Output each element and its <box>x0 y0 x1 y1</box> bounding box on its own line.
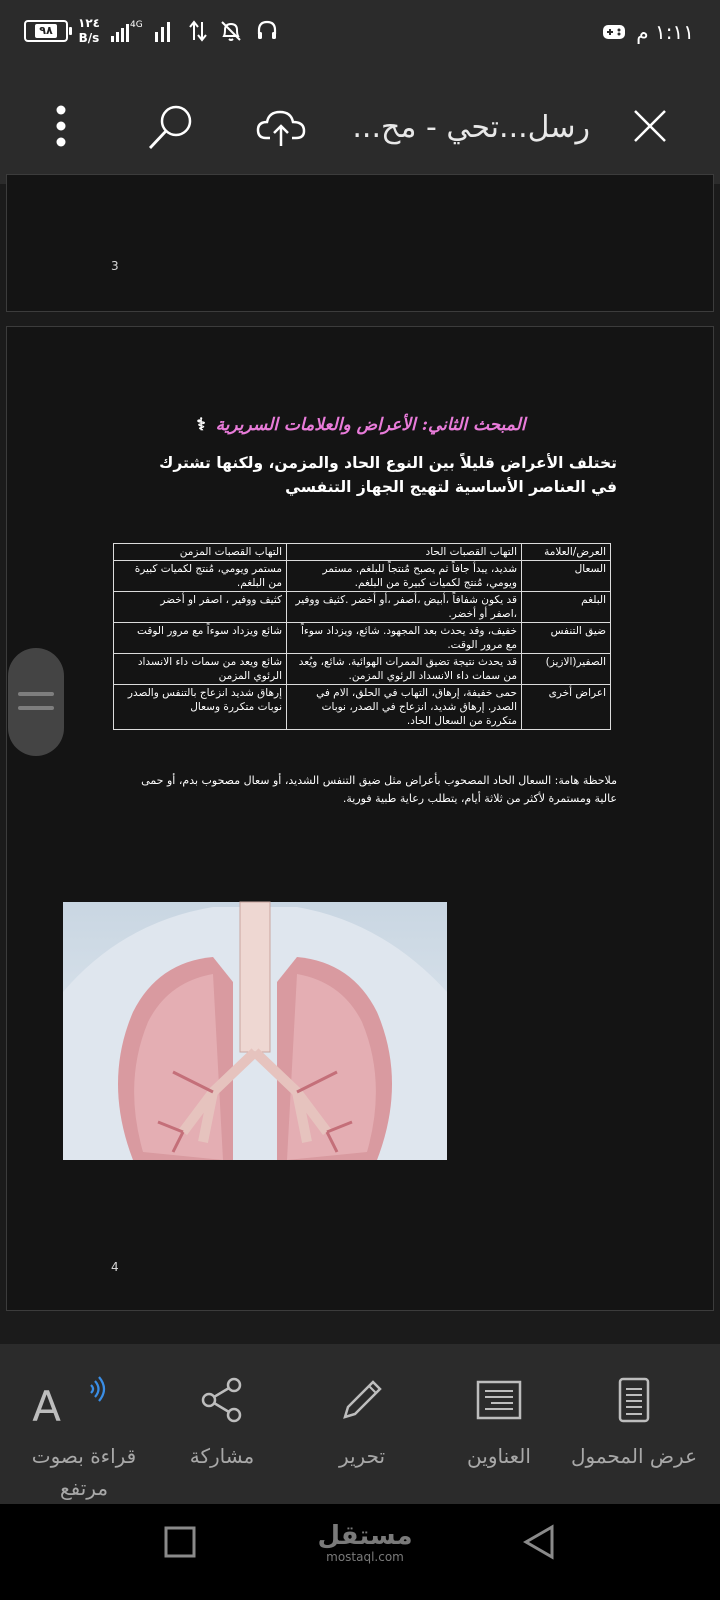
lungs-image <box>63 902 447 1160</box>
more-options-button[interactable] <box>44 102 78 154</box>
clock: ١:١١ م <box>636 20 694 44</box>
share-icon <box>200 1377 244 1423</box>
header-symptom: العرض/العلامة <box>522 544 611 561</box>
pencil-icon <box>339 1377 385 1423</box>
table-cell: قد يكون شفافاً ،أبيض ،أصفر ،أو أخضر .كثيف ووفير ،اصفر أو أخضر. <box>287 592 522 623</box>
speed-value: ١٢٤ <box>78 16 100 30</box>
back-button[interactable] <box>522 1524 556 1564</box>
cloud-upload-icon <box>256 106 308 148</box>
mobile-view-button[interactable] <box>564 1372 704 1472</box>
document-viewport[interactable] <box>0 184 720 1344</box>
edit-label: تحرير <box>338 1444 386 1468</box>
svg-text:A: A <box>32 1382 61 1431</box>
close-icon <box>632 108 668 144</box>
table-cell: البلغم <box>522 592 611 623</box>
important-note: ملاحظة هامة: السعال الحاد المصحوب بأعراض مثل ضيق التنفس الشديد، أو سعال مصحوب بدم، أو حمى عالية ومستمرة لأكثر من ثلاثة أيام، يتطلب رعاية طبية فورية. <box>141 774 617 805</box>
close-button[interactable] <box>632 108 668 148</box>
system-nav-bar <box>0 1504 720 1600</box>
header-chronic: التهاب القصبات المزمن <box>114 544 287 561</box>
status-left <box>24 16 280 46</box>
table-cell: خفيف، وقد يحدث بعد المجهود. شائع، ويزداد سوءاً مع مرور الوقت. <box>287 623 522 654</box>
network-type: 4G <box>129 20 143 30</box>
document-toolbar <box>0 72 720 184</box>
battery-level: ٩٨ <box>35 24 56 38</box>
symptoms-table <box>113 543 611 730</box>
table-cell: ضيق التنفس <box>522 623 611 654</box>
upload-button[interactable] <box>256 106 308 152</box>
share-label: مشاركة <box>189 1444 255 1468</box>
status-right <box>602 20 694 44</box>
section-title-text: المبحث الثاني: الأعراض والعلامات السريرية <box>215 415 526 435</box>
more-vertical-icon <box>44 102 78 150</box>
square-icon <box>164 1526 196 1558</box>
back-triangle-icon <box>522 1524 556 1560</box>
headings-icon <box>476 1380 522 1420</box>
speed-unit: B/s <box>78 31 100 45</box>
table-header-row <box>114 544 611 561</box>
status-bar <box>0 0 720 72</box>
table-cell: شائع ويعد من سمات داء الانسداد الرئوي المزمن <box>114 654 287 685</box>
table-cell: حمى خفيفة، إرهاق، التهاب في الحلق، الام في الصدر. إرهاق شديد، انزعاج في الصدر، نوبات متكررة من السعال الحاد. <box>287 685 522 730</box>
table-cell: شديد، يبدأ جافاً ثم يصبح مُنتجاً للبلغم. مستمر ويومي، مُنتج لكميات كبيرة من البلغم. <box>287 561 522 592</box>
data-transfer-icon <box>188 18 208 44</box>
table-row <box>114 654 611 685</box>
read-aloud-icon <box>32 1375 109 1431</box>
handle-line <box>18 706 54 710</box>
table-row <box>114 685 611 730</box>
search-button[interactable] <box>146 102 196 156</box>
battery-icon <box>24 20 68 42</box>
recents-button[interactable] <box>164 1526 196 1562</box>
game-controller-icon <box>602 23 626 41</box>
headings-label: العناوين <box>467 1444 531 1468</box>
table-row <box>114 592 611 623</box>
table-cell: اعراض أخرى <box>522 685 611 730</box>
mobile-view-icon <box>618 1377 650 1423</box>
lungs-illustration <box>63 902 447 1160</box>
bottom-action-bar <box>0 1344 720 1504</box>
page-number: 4 <box>111 1260 119 1274</box>
signal-icon <box>110 18 144 44</box>
watermark <box>315 1522 415 1564</box>
table-row <box>114 561 611 592</box>
drag-handle[interactable] <box>8 648 64 756</box>
mobile-view-label: عرض المحمول <box>570 1444 698 1468</box>
headset-icon <box>254 18 280 44</box>
handle-line <box>18 692 54 696</box>
section-title <box>7 415 715 435</box>
table-cell: قد يحدث نتيجة تضيق الممرات الهوائية. شائع، ويُعد من سمات داء الانسداد الرئوي المزمن. <box>287 654 522 685</box>
headings-button[interactable] <box>429 1372 569 1472</box>
notifications-off-icon <box>218 18 244 44</box>
page-3 <box>6 174 714 312</box>
table-cell: مستمر ويومي، مُنتج لكميات كبيرة من البلغم. <box>114 561 287 592</box>
header-acute: التهاب القصبات الحاد <box>287 544 522 561</box>
read-aloud-button[interactable] <box>14 1372 154 1504</box>
edit-button[interactable] <box>292 1372 432 1472</box>
intro-paragraph: تختلف الأعراض قليلاً بين النوع الحاد والمزمن، ولكنها تشترك في العناصر الأساسية لتهيج الجهاز التنفسي <box>159 454 617 496</box>
page-4 <box>6 326 714 1311</box>
signal-2-icon <box>154 18 178 44</box>
watermark-brand: مستقل <box>317 1521 413 1551</box>
table-cell: الصفير(الازيز) <box>522 654 611 685</box>
document-title: رسل...تحي - مح... <box>352 110 590 145</box>
search-icon <box>146 102 196 152</box>
table-cell: إرهاق شديد انزعاج بالتنفس والصدر نوبات متكررة وسعال <box>114 685 287 730</box>
read-aloud-label: قراءة بصوت مرتفع <box>31 1444 137 1500</box>
page-number: 3 <box>111 259 119 273</box>
table-cell: السعال <box>522 561 611 592</box>
share-button[interactable] <box>152 1372 292 1472</box>
stethoscope-icon: ⚕ <box>196 415 206 435</box>
table-cell: كثيف ووفير ، اصفر او أخضر <box>114 592 287 623</box>
table-cell: شائع ويزداد سوءاً مع مرور الوقت <box>114 623 287 654</box>
watermark-domain: mostaql.com <box>326 1550 404 1564</box>
table-row <box>114 623 611 654</box>
network-speed <box>78 16 100 46</box>
